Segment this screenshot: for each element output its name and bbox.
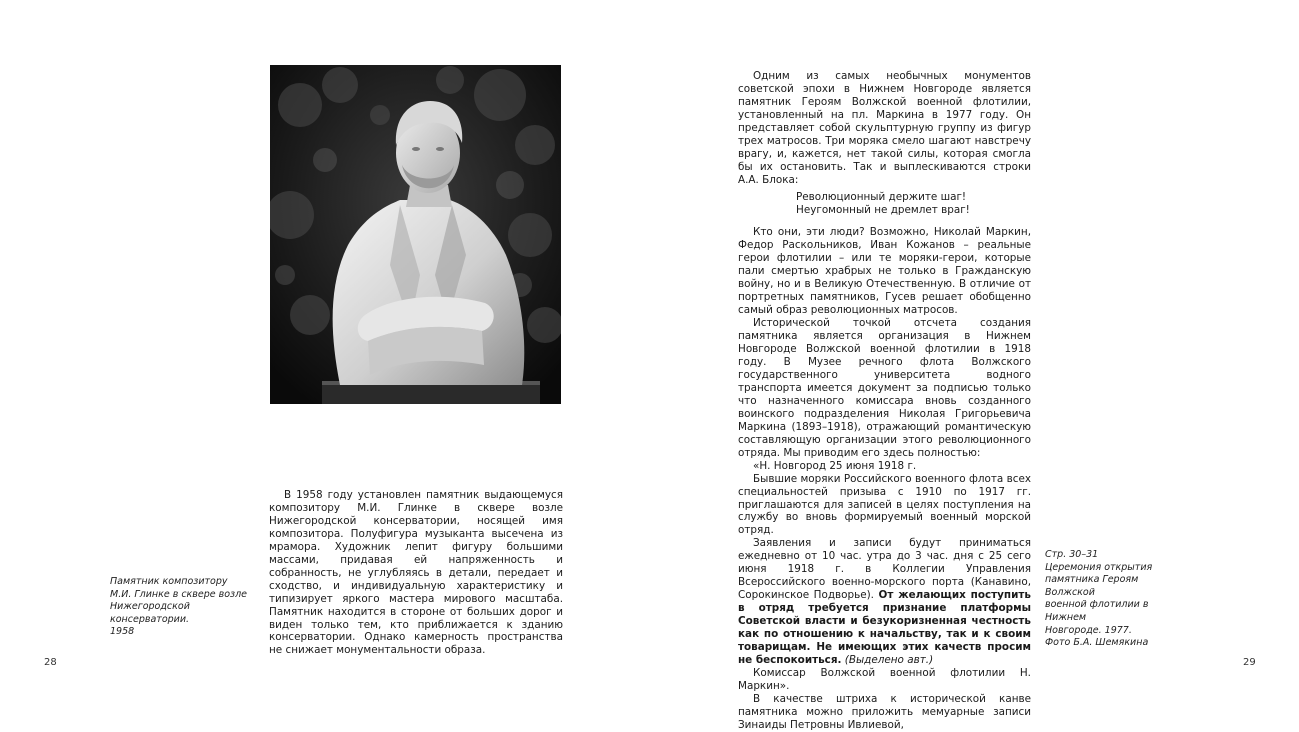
caption-line: 1958 [110,626,135,638]
author-note: (Выделено авт.) [841,653,934,666]
paragraph: Комиссар Волжской военной флотилии Н. Маркин». [738,666,1031,692]
caption-line: М.И. Глинке в сквере возле [110,588,248,600]
caption-line: Памятник композитору [110,576,228,587]
paragraph: В 1958 году установлен памятник выдающемуся композитору М.И. Глинке в сквере возле Нижегородской консерватории, носящей имя композитора. Полуфигура музыканта высечена из мрамора. Художник лепит фигуру большими массами, придавая ей напряженность и собранность, не углубляясь в детали, передает и сходство, и индивидуальную характеристику и типизирует яркого мастера мирового масштаба. Памятник находится в стороне от больших дорог и виден только тем, кто приближается к зданию консерватории. Однако камерность пространства не снижает монументальности образа. [269,489,563,657]
caption-line: памятника Героям Волжской [1045,574,1139,598]
caption-line: Церемония открытия [1045,561,1153,573]
bust-photo [270,65,561,404]
caption-line: военной флотилии в Нижнем [1045,599,1149,623]
paragraph-text: Заявления и записи будут приниматься ежедневно от 10 час. утра до 3 час. дня с 25 сего июня 1918 г. в Коллегии Управления Всероссийского военно-морского порта (Канавино, Сорокинское Подворье). [738,537,1031,602]
left-page [0,0,649,709]
verse [796,191,1031,217]
caption-line: Новгороде. 1977. [1045,624,1132,636]
verse-line: Революционный держите шаг! [796,190,967,203]
caption-line: Фото Б.А. Шемякина [1045,637,1149,649]
paragraph [738,537,1031,667]
paragraph: Кто они, эти люди? Возможно, Николай Маркин, Федор Раскольников, Иван Кожанов – реальные герои флотилии – или те моряки-герои, которые пали смертью храбрых не только в Гражданскую войну, но и в Великую Отечественную. В отличие от портретных памятников, Гусев решает обобщенно самый образ революционных матросов. [738,226,1031,317]
verse-line: Неугомонный не дремлет враг! [796,203,970,216]
left-body-text [269,489,563,657]
emphasized-text: От желающих поступить в отряд требуется признание платформы Советской власти и безукоризненная честность как по отношению к начальству, так и к своим товарищам. Не имеющих этих качеств просим не беспокоиться. [738,589,1031,666]
paragraph: В качестве штриха к исторической канве памятника можно приложить мемуарные записи Зинаиды Петровны Ивлиевой, [738,692,1031,731]
paragraph: «Н. Новгород 25 июня 1918 г. [753,459,917,472]
photo-caption [110,576,260,639]
paragraph: Одним из самых необычных монументов советской эпохи в Нижнем Новгороде является памятник Героям Волжской военной флотилии, установленный на пл. Маркина в 1977 году. Он представляет собой скульптурную группу из фигур трех матросов. Три моряка смело шагают навстречу врагу, и, кажется, нет такой силы, которая смогла бы их остановить. Так и выплескиваются строки А.А. Блока: [738,70,1031,186]
page-number: 29 [1243,657,1256,668]
right-body-text [738,70,1031,732]
page-number: 28 [44,657,57,668]
caption-line: Нижегородской консерватории. [110,601,190,625]
paragraph: Бывшие моряки Российского военного флота всех специальностей призыва с 1910 по 1917 гг. приглашаются для записей в целях поступления на службу во вновь формируемый военный морской отряд. [738,472,1031,537]
paragraph: Исторической точкой отсчета создания памятника является организация в Нижнем Новгороде Волжской военной флотилии в 1918 году. В Музее речного флота Волжского государственного университета водного транспорта имеется документ за подписью только что назначенного комиссара вновь созданного воинского подразделения Николая Григорьевича Маркина (1893–1918), отражающий романтическую составляющую организации этого революционного отряда. Мы приводим его здесь полностью: [738,317,1031,459]
spread-caption [1045,549,1175,650]
caption-line: Стр. 30–31 [1045,549,1099,560]
